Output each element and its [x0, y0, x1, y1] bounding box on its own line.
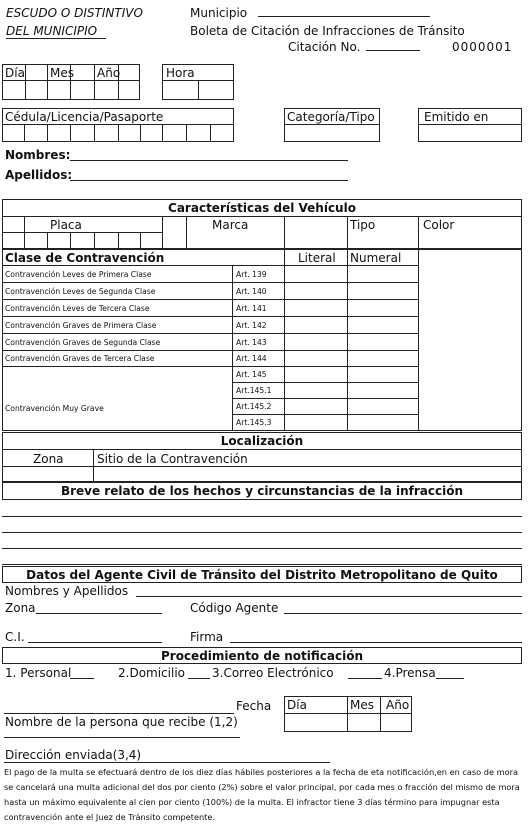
cedula-cell-sep [94, 124, 95, 142]
vehiculo-divider-1 [2, 216, 522, 217]
literal-header: Literal [298, 251, 336, 265]
vehiculo-col-sep [284, 216, 285, 249]
contravencion-header-sep [2, 265, 418, 266]
footer-note: El pago de la multa se efectuará dentro de los diez días hábiles posteriores a la fecha de eta notificación,en en caso de mora se cancelará una multa adicional del dos por ciento (2%) sobre el valor principal, por cada mes o fracción del mismo de mora hasta un máximo equivalente al cien por ciento (100%) de la multa. El infractor tiene 3 días término para impugnar esta contravención ante el Juez de Tránsito competente. [4, 767, 520, 822]
placa-label: Placa [50, 218, 82, 232]
row-sep [2, 366, 418, 367]
hora-label: Hora [166, 66, 195, 80]
vehiculo-divider-2 [2, 232, 162, 233]
relato-line [2, 516, 522, 517]
art-label: Art. 140 [236, 287, 267, 296]
notif-anio-label: Año [386, 698, 410, 712]
contravencion-label: Contravención Leves de Tercera Clase [5, 304, 150, 313]
placa-cell-sep [70, 232, 71, 249]
escudo-underline [6, 38, 106, 39]
localizacion-divider-2 [2, 466, 522, 467]
contravencion-label: Contravención Leves de Primera Clase [5, 270, 152, 279]
fecha-label: Fecha [236, 699, 272, 713]
recibe-field[interactable] [4, 737, 240, 738]
apellidos-label: Apellidos: [5, 168, 73, 182]
agente-zona-label: Zona [5, 601, 36, 615]
citacion-field[interactable] [366, 50, 420, 51]
codigo-agente-label: Código Agente [190, 601, 279, 615]
art-label: Art. 144 [236, 354, 267, 363]
escudo-line-1: ESCUDO O DISTINTIVO [6, 6, 143, 20]
apellidos-field[interactable] [70, 180, 348, 181]
firma-field[interactable] [230, 642, 522, 643]
literal-col-left [284, 249, 285, 431]
muy-grave-label: Contravención Muy Grave [5, 404, 104, 413]
placa-cell-sep [47, 232, 48, 249]
row-sep [2, 282, 418, 283]
cedula-cell-sep [162, 124, 163, 142]
row-sep [2, 333, 418, 334]
cedula-cell-sep [140, 124, 141, 142]
relato-line [2, 548, 522, 549]
agente-title: Datos del Agente Civil de Tránsito del Distrito Metropolitano de Quito [26, 568, 498, 582]
notif-dia-label: Día [287, 698, 307, 712]
vehiculo-col-sep [418, 216, 419, 249]
citacion-number: 0000001 [452, 40, 513, 54]
numeral-header: Numeral [350, 251, 402, 265]
categoria-label: Categoría/Tipo [287, 110, 375, 124]
direccion-field[interactable] [4, 762, 330, 763]
prensa-option[interactable]: 4.Prensa [384, 666, 436, 680]
notif-date-divider [284, 713, 412, 714]
cedula-cell-sep [210, 124, 211, 142]
numeral-col-right [418, 249, 419, 431]
personal-option[interactable]: 1. Personal [5, 666, 72, 680]
anio-box-2[interactable] [118, 64, 140, 100]
art-label: Art. 143 [236, 338, 267, 347]
contravencion-label: Contravención Leves de Segunda Clase [5, 287, 156, 296]
domicilio-option[interactable]: 2.Domicilio [118, 666, 185, 680]
numeral-col-left [347, 249, 348, 431]
cedula-label: Cédula/Licencia/Pasaporte [5, 110, 164, 124]
vehiculo-col-sep [186, 216, 187, 249]
marca-label: Marca [212, 218, 249, 232]
agente-zona-field[interactable] [36, 613, 162, 614]
art-label: Art. 142 [236, 321, 267, 330]
date-divider [2, 80, 140, 81]
agente-nombres-field[interactable] [136, 596, 522, 597]
correo-field[interactable] [348, 678, 382, 679]
emitido-label: Emitido en [424, 110, 489, 124]
codigo-agente-field[interactable] [284, 613, 522, 614]
art-label: Art. 145 [236, 370, 267, 379]
municipio-label: Municipio [190, 6, 248, 20]
localizacion-col-sep [93, 449, 94, 482]
correo-option[interactable]: 3.Correo Electrónico [212, 666, 334, 680]
placa-cell-sep [24, 216, 25, 249]
relato-line [2, 532, 522, 533]
art-label: Art.145.2 [236, 402, 272, 411]
localizacion-title: Localización [220, 434, 304, 448]
tipo-label: Tipo [350, 218, 376, 232]
vehiculo-col-sep [162, 216, 163, 249]
ci-label: C.I. [5, 630, 25, 644]
cedula-cell-sep [24, 124, 25, 142]
color-label: Color [423, 218, 455, 232]
personal-field[interactable] [70, 678, 94, 679]
placa-cell-sep [118, 232, 119, 249]
row-sep [232, 398, 418, 399]
contravencion-label: Contravención Graves de Tercera Clase [5, 354, 155, 363]
cedula-cell-sep [47, 124, 48, 142]
citacion-label: Citación No. [288, 40, 361, 54]
recibe-label: Nombre de la persona que recibe (1,2) [5, 715, 238, 729]
contravencion-label: Contravención Graves de Segunda Clase [5, 338, 161, 347]
cedula-cell-sep [186, 124, 187, 142]
contravencion-label: Contravención Graves de Primera Clase [5, 321, 157, 330]
dia-box-2[interactable] [25, 64, 48, 100]
art-label: Art. 139 [236, 270, 267, 279]
row-sep [2, 299, 418, 300]
placa-cell-sep [140, 232, 141, 249]
art-label: Art.145.1 [236, 386, 272, 395]
direccion-label: Dirección enviada(3,4) [5, 748, 142, 762]
prensa-field[interactable] [436, 678, 464, 679]
vehiculo-col-sep [347, 216, 348, 249]
domicilio-field[interactable] [188, 678, 210, 679]
mes-label: Mes [50, 66, 74, 80]
localizacion-divider [2, 449, 522, 450]
art-label: Art.145.3 [236, 418, 272, 427]
notif-mes-label: Mes [350, 698, 374, 712]
document-title: Boleta de Citación de Infracciones de Tránsito [190, 24, 465, 38]
art-label: Art. 141 [236, 304, 267, 313]
anio-label: Año [97, 66, 121, 80]
firma-label: Firma [190, 630, 224, 644]
cedula-cell-sep [70, 124, 71, 142]
dia-label: Día [5, 66, 25, 80]
placa-cell-sep [94, 232, 95, 249]
row-sep [232, 382, 418, 383]
municipio-field[interactable] [258, 16, 430, 17]
notificacion-title: Procedimiento de notificación [160, 649, 364, 663]
agente-nombres-label: Nombres y Apellidos [5, 584, 129, 598]
nombres-label: Nombres: [5, 148, 71, 162]
emitido-divider [418, 124, 522, 125]
row-sep [232, 414, 418, 415]
categoria-divider [284, 124, 380, 125]
relato-title: Breve relato de los hechos y circunstancias de la infracción [60, 484, 464, 498]
row-sep [2, 316, 418, 317]
nombres-field[interactable] [70, 160, 348, 161]
contravencion-header: Clase de Contravención [5, 251, 165, 265]
vehiculo-title: Características del Vehículo [168, 201, 356, 215]
sitio-label: Sitio de la Contravención [97, 452, 248, 466]
cedula-cell-sep [118, 124, 119, 142]
art-col-left [232, 265, 233, 431]
ci-field[interactable] [28, 642, 162, 643]
escudo-line-2: DEL MUNICIPIO [6, 24, 98, 38]
hora-split [198, 80, 199, 100]
zona-label: Zona [33, 452, 64, 466]
row-sep [2, 350, 418, 351]
recibe-field-top[interactable] [4, 713, 234, 714]
